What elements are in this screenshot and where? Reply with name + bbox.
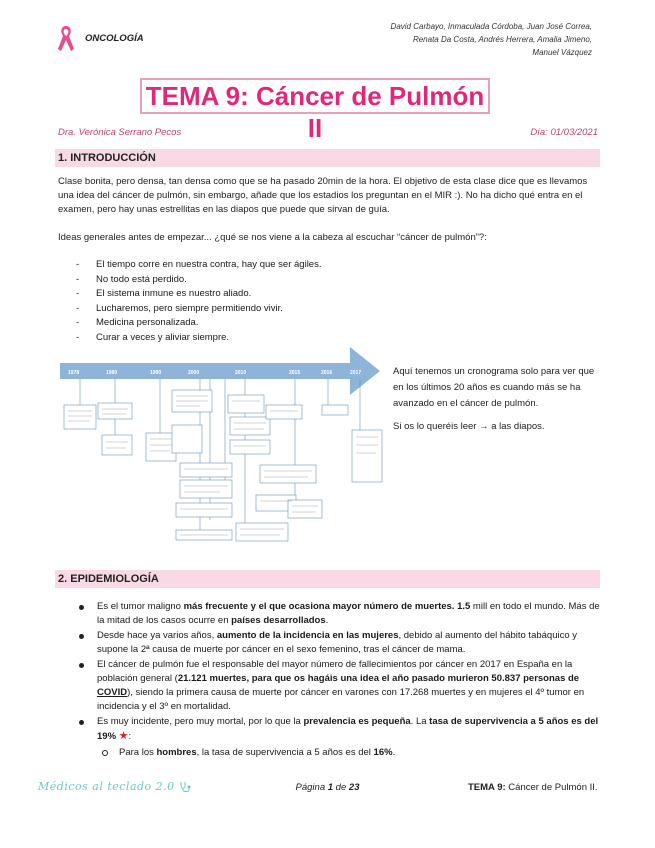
list-item: - No todo está perdido.: [76, 273, 321, 288]
intro-paragraph: Clase bonita, pero densa, tan densa como que se ha pasado 20min de la hora. El objetivo de esta clase dice que es llevamos una idea del cáncer de pulmón, sin embargo, añade que los estadios los preguntan en el MIR :). No ha dicho qué entra en el examen, pero hay unas estrellitas en las diapos que puede que sirvan de guía.: [58, 176, 588, 215]
list-item: Es muy incidente, pero muy mortal, por lo que la prevalencia es pequeña. La tasa de supervivencia a 5 años es del 19% ★: Para los hombres, la tasa de supervivencia a 5 años es del 16%.: [75, 715, 602, 760]
list-item: - El tiempo corre en nuestra contra, hay que ser ágiles.: [76, 258, 321, 273]
timeline-year: 1990: [150, 370, 162, 376]
pink-ribbon-icon: [55, 24, 77, 52]
lecture-date: Día: 01/03/2021: [530, 127, 598, 138]
list-item: Es el tumor maligno más frecuente y el que ocasiona mayor número de muertes. 1.5 mill en todo el mundo. Más de la mitad de los casos ocurre en países desarrollados.: [75, 600, 602, 628]
list-item: - El sistema inmune es nuestro aliado.: [76, 287, 321, 302]
timeline-year: 2000: [188, 370, 200, 376]
list-item: - Medicina personalizada.: [76, 316, 321, 331]
timeline-year: 1978: [68, 370, 80, 376]
authors: [330, 20, 592, 59]
authors-line: Manuel Vázquez: [532, 48, 592, 57]
list-item: Desde hace ya varios años, aumento de la incidencia en las mujeres, debido al aumento del hábito tabáquico y supone la 2ª causa de muerte por cáncer en el sexo femenino, tras el cáncer de mama.: [75, 629, 602, 657]
list-item: El cáncer de pulmón fue el responsable del mayor número de fallecimientos por cáncer en 2017 en España en la población general (21.121 muertes, para que os hagáis una idea el año pasado murieron 50.837 personas de COVID), siendo la primera causa de muerte por cáncer en varones con 17.268 muertes y en mujeres el 4º tumor en incidencia y el 3º en mortalidad.: [75, 658, 602, 714]
star-icon: ★: [118, 730, 129, 742]
authors-line: Renata Da Costa, Andrés Herrera, Amalia Jimeno,: [412, 35, 592, 44]
ideas-list: [76, 258, 321, 345]
page-title: TEMA 9: Cáncer de Pulmón II: [140, 78, 490, 114]
doctor-name: Dra. Verónica Serrano Pecos: [58, 127, 182, 138]
page-number: Página 1 de 23: [295, 782, 360, 793]
footer-logo: Médicos al teclado 2.0: [38, 780, 193, 793]
timeline-year: 2017: [350, 370, 362, 376]
timeline-year: 2016: [321, 370, 333, 376]
section-heading-introduccion: 1. INTRODUCCIÓN: [55, 149, 600, 167]
timeline-year: 2010: [235, 370, 247, 376]
timeline-year: 1980: [106, 370, 118, 376]
list-item: - Curar a veces y aliviar siempre.: [76, 331, 321, 346]
timeline-note: Si os lo queréis leer → a las diapos.: [393, 421, 545, 432]
timeline-diagram: [60, 345, 385, 550]
intro-question: Ideas generales antes de empezar... ¿qué se nos viene a la cabeza al escuchar “cáncer de pulmón”?:: [58, 232, 487, 243]
footer-topic: TEMA 9: Cáncer de Pulmón II.: [468, 782, 598, 793]
timeline-caption: Aquí tenemos un cronograma solo para ver que en los últimos 20 años es cuando más se ha avanzado en el cáncer de pulmón.: [393, 366, 595, 409]
timeline-year: 2015: [289, 370, 301, 376]
authors-line: David Carbayo, Inmaculada Córdoba, Juan José Correa,: [390, 22, 592, 31]
sub-list: [97, 746, 602, 760]
list-item: Para los hombres, la tasa de supervivencia a 5 años es del 16%.: [97, 746, 602, 760]
brand-label: ONCOLOGÍA: [85, 33, 144, 44]
list-item: - Lucharemos, pero siempre permitiendo vivir.: [76, 302, 321, 317]
epidemiology-list: [75, 600, 602, 761]
section-heading-epidemiologia: 2. EPIDEMIOLOGÍA: [55, 570, 600, 588]
